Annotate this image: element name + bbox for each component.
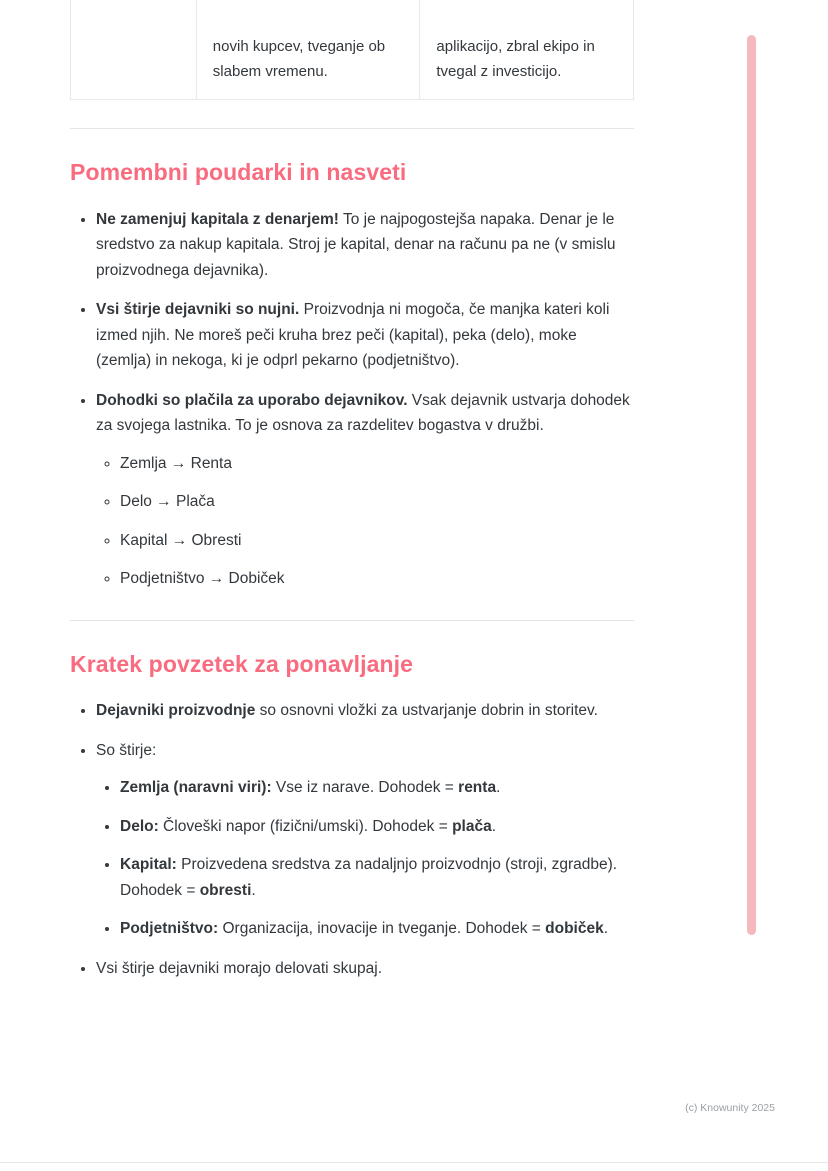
- section-heading-highlights: Pomembni poudarki in nasveti: [70, 159, 407, 185]
- list-item: [96, 698, 634, 724]
- list-item: [120, 852, 634, 903]
- bullet-bold-text: plača: [452, 817, 492, 835]
- list-item: [120, 916, 634, 942]
- table-cell-text: aplikacijo, zbral ekipo in tvegal z investicijo.: [436, 38, 595, 80]
- summary-list: [70, 698, 634, 981]
- bullet-text: Organizacija, inovacije in tveganje. Dohodek =: [218, 920, 546, 938]
- bullet-bold-text: Podjetništvo:: [120, 920, 219, 938]
- bullet-text: .: [251, 881, 256, 899]
- bullet-text: Vse iz narave. Dohodek =: [271, 779, 459, 797]
- bullet-text: .: [603, 920, 609, 938]
- bullet-bold-text: Dohodki so plačila za uporabo dejavnikov.: [96, 391, 408, 409]
- bullet-bold-text: Delo:: [120, 817, 159, 835]
- list-item: [120, 775, 634, 801]
- bullet-text: so osnovni vložki za ustvarjanje dobrin in storitev.: [255, 702, 598, 720]
- bullet-text: To je najpogostejša napaka. Denar je le sredstvo za nakup kapitala. Stroj je kapital, denar na računu pa ne (v smislu proizvodnega dejavnika).: [96, 210, 616, 279]
- income-map-list: [96, 451, 634, 592]
- factors-list: [96, 775, 634, 942]
- list-item: [96, 388, 634, 592]
- bullet-bold-text: obresti: [199, 881, 252, 899]
- list-item: ◦ Delo → Plača: [120, 489, 634, 515]
- bullet-bold-text: dobiček: [545, 920, 604, 938]
- table-cell: [420, 0, 633, 99]
- table-cell-empty: [71, 0, 197, 99]
- list-item: [96, 207, 634, 284]
- bullet-text: So štirje:: [96, 741, 157, 759]
- bullet-bold-text: Dejavniki proizvodnje: [96, 702, 256, 720]
- bullet-text: .: [496, 779, 501, 797]
- bullet-text: Vsak dejavnik ustvarja dohodek za svojega lastnika. To je osnova za razdelitev bogastva v družbi.: [96, 391, 630, 435]
- list-item: • Vsi štirje dejavniki morajo delovati skupaj.: [96, 956, 634, 982]
- list-item: ◦ Podjetništvo → Dobiček: [120, 566, 634, 592]
- table-cell-text: novih kupcev, tveganje ob slabem vremenu.: [212, 38, 386, 80]
- bullet-text: Proizvedena sredstva za nadaljnjo proizvodnjo (stroji, zgradbe). Dohodek =: [120, 856, 618, 899]
- bullet-text: Proizvodnja ni mogoča, če manjka kateri koli izmed njih. Ne moreš peči kruha brez peči (kapital), peka (delo), moke (zemlja) in nekoga, ki je odprl pekarno (podjetništvo).: [96, 301, 610, 370]
- list-item: ◦ Zemlja → Renta: [120, 451, 634, 477]
- page-boundary-line: [0, 1162, 828, 1163]
- table-fragment: [70, 0, 634, 100]
- bullet-bold-text: Ne zamenjuj kapitala z denarjem!: [96, 210, 339, 228]
- bullet-bold-text: Kapital:: [120, 856, 177, 874]
- table-cell: [197, 0, 421, 99]
- list-item: [96, 738, 634, 942]
- document-content: [70, 0, 634, 995]
- list-item: ◦ Kapital → Obresti: [120, 528, 634, 554]
- scrollbar-thumb[interactable]: [747, 35, 756, 935]
- copyright-notice: (c) Knowunity 2025: [685, 1102, 775, 1114]
- bullet-text: Človeški napor (fizični/umski). Dohodek =: [158, 817, 453, 835]
- bullet-bold-text: Zemlja (naravni viri):: [120, 779, 272, 797]
- bullet-text: .: [491, 817, 497, 835]
- section-divider: [70, 620, 634, 621]
- bullet-bold-text: Vsi štirje dejavniki so nujni.: [96, 301, 300, 319]
- list-item: [96, 297, 634, 374]
- section-heading-summary: Kratek povzetek za ponavljanje: [70, 650, 414, 677]
- bullet-bold-text: renta: [458, 779, 497, 797]
- highlights-list: [70, 207, 634, 592]
- list-item: [120, 814, 634, 840]
- section-divider: [70, 128, 634, 129]
